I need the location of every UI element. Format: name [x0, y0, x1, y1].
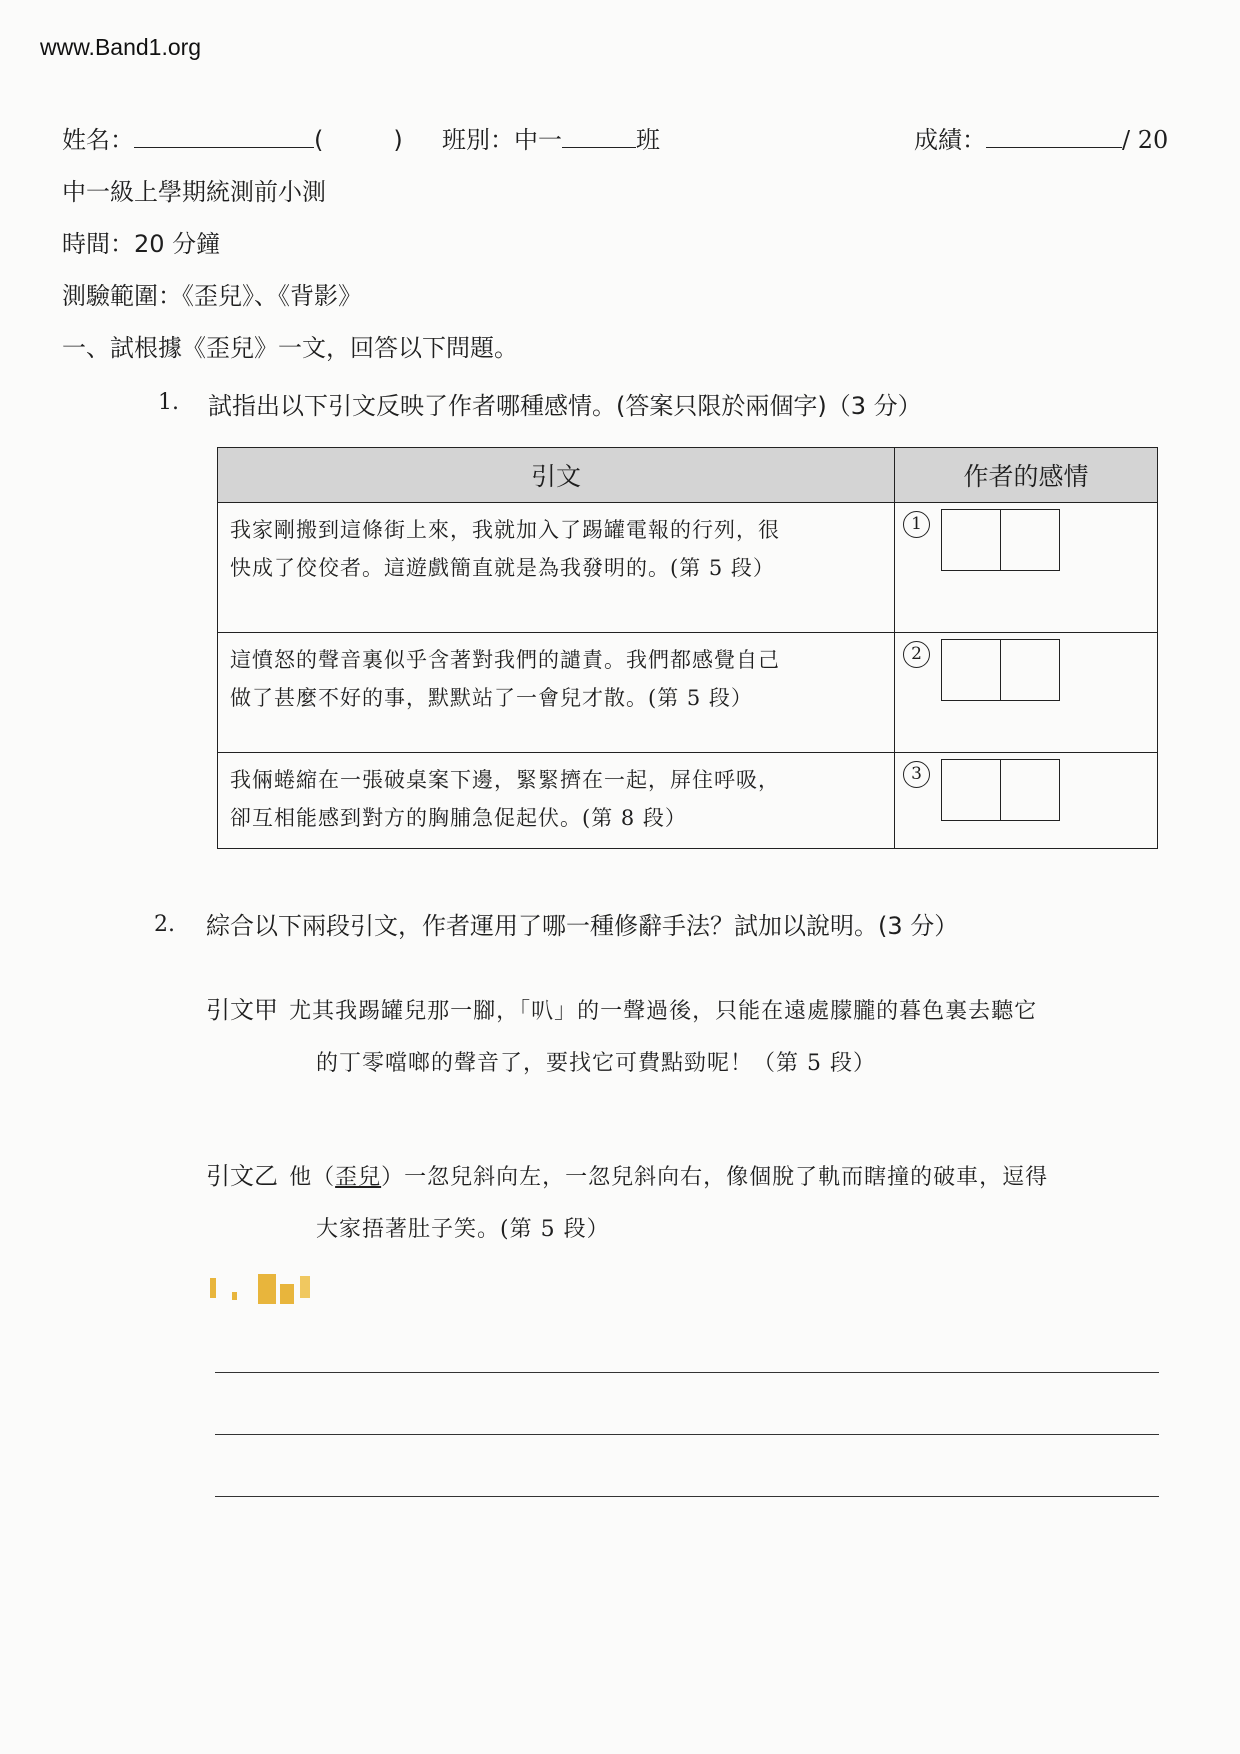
table-row: [218, 633, 1158, 753]
circled-number-3: 3: [903, 761, 930, 788]
col-quote-header: 引文: [218, 448, 895, 503]
name-label: 姓名：: [62, 126, 134, 154]
exam-title: 中一級上學期統測前小測: [62, 178, 326, 206]
char-box[interactable]: [1001, 509, 1060, 571]
name-blank: [134, 127, 314, 148]
char-box[interactable]: [941, 759, 1001, 821]
quote-cell: [218, 503, 895, 633]
paren-close: ): [393, 126, 403, 154]
quote-line: 我家剛搬到這條街上來，我就加入了踢罐電報的行列，很: [230, 518, 780, 542]
cite-a: [206, 990, 1037, 1025]
name-field[interactable]: [62, 120, 403, 155]
cite-a-line2: 的丁零噹啷的聲音了，要找它可費點勁呢！（第 5 段）: [316, 1051, 876, 1076]
quote-line: 卻互相能感到對方的胸脯急促起伏。(第 8 段）: [230, 806, 687, 830]
class-field[interactable]: [442, 120, 660, 155]
cite-b: [206, 1156, 1048, 1191]
section-heading: 一、試根據《歪兒》一文，回答以下問題。: [62, 334, 518, 362]
table-row: [218, 503, 1158, 633]
answer-line-1[interactable]: [215, 1372, 1159, 1373]
q1-prompt: 試指出以下引文反映了作者哪種感情。(答案只限於兩個字)（3 分）: [208, 392, 922, 420]
char-box[interactable]: [1001, 759, 1060, 821]
answer-cell-1[interactable]: [895, 503, 1158, 633]
score-field[interactable]: [914, 120, 1168, 155]
cite-b-line1: ）一忽兒斜向左，一忽兒斜向右，像個脫了軌而瞎撞的破車，逗得: [381, 1165, 1049, 1190]
quote-table: [217, 447, 1158, 849]
cite-a-label: 引文甲: [206, 996, 278, 1024]
exam-time: 時間：20 分鐘: [62, 230, 221, 258]
answer-line-2[interactable]: [215, 1434, 1159, 1435]
answer-cell-3[interactable]: [895, 753, 1158, 849]
q2-number: 2.: [154, 912, 175, 937]
cite-a-line1: 尤其我踢罐兒那一腳，「叭」的一聲過後，只能在遠處朦朧的暮色裏去聽它: [289, 999, 1038, 1024]
score-total: / 20: [1122, 126, 1169, 154]
class-blank: [562, 127, 636, 148]
circled-number-2: 2: [903, 641, 930, 668]
cite-b-name: 歪兒: [335, 1165, 382, 1190]
char-box[interactable]: [941, 639, 1001, 701]
quote-line: 這憤怒的聲音裏似乎含著對我們的譴責。我們都感覺自己: [230, 648, 780, 672]
cite-b-line2: 大家捂著肚子笑。(第 5 段）: [316, 1217, 610, 1242]
class-label: 班別：中一: [442, 126, 562, 154]
table-header-row: [218, 448, 1158, 503]
quote-cell: [218, 753, 895, 849]
char-box[interactable]: [1001, 639, 1060, 701]
site-watermark: www.Band1.org: [40, 34, 202, 60]
class-suffix: 班: [636, 126, 660, 154]
quote-line: 做了甚麼不好的事，默默站了一會兒才散。(第 5 段）: [230, 686, 753, 710]
cite-b-pre: 他（: [289, 1165, 336, 1190]
paren-open: (: [314, 126, 324, 154]
answer-boxes[interactable]: [941, 759, 1060, 821]
quote-line: 我倆蜷縮在一張破桌案下邊，緊緊擠在一起，屏住呼吸，: [230, 768, 780, 792]
char-box[interactable]: [941, 509, 1001, 571]
answer-boxes[interactable]: [941, 509, 1060, 571]
circled-number-1: 1: [903, 511, 930, 538]
answer-cell-2[interactable]: [895, 633, 1158, 753]
table-row: [218, 753, 1158, 849]
score-blank: [986, 127, 1122, 148]
answer-boxes[interactable]: [941, 639, 1060, 701]
redaction-smudge: [210, 1270, 320, 1320]
answer-line-3[interactable]: [215, 1496, 1159, 1497]
quote-cell: [218, 633, 895, 753]
exam-scope: 測驗範圍：《歪兒》、《背影》: [62, 282, 362, 310]
col-feeling-header: 作者的感情: [895, 448, 1158, 503]
cite-b-label: 引文乙: [206, 1162, 278, 1190]
q1-number: 1.: [158, 390, 179, 415]
q2-prompt: 綜合以下兩段引文，作者運用了哪一種修辭手法？試加以說明。(3 分）: [206, 912, 959, 940]
score-label: 成績：: [914, 126, 986, 154]
quote-line: 快成了佼佼者。這遊戲簡直就是為我發明的。(第 5 段）: [230, 556, 775, 580]
